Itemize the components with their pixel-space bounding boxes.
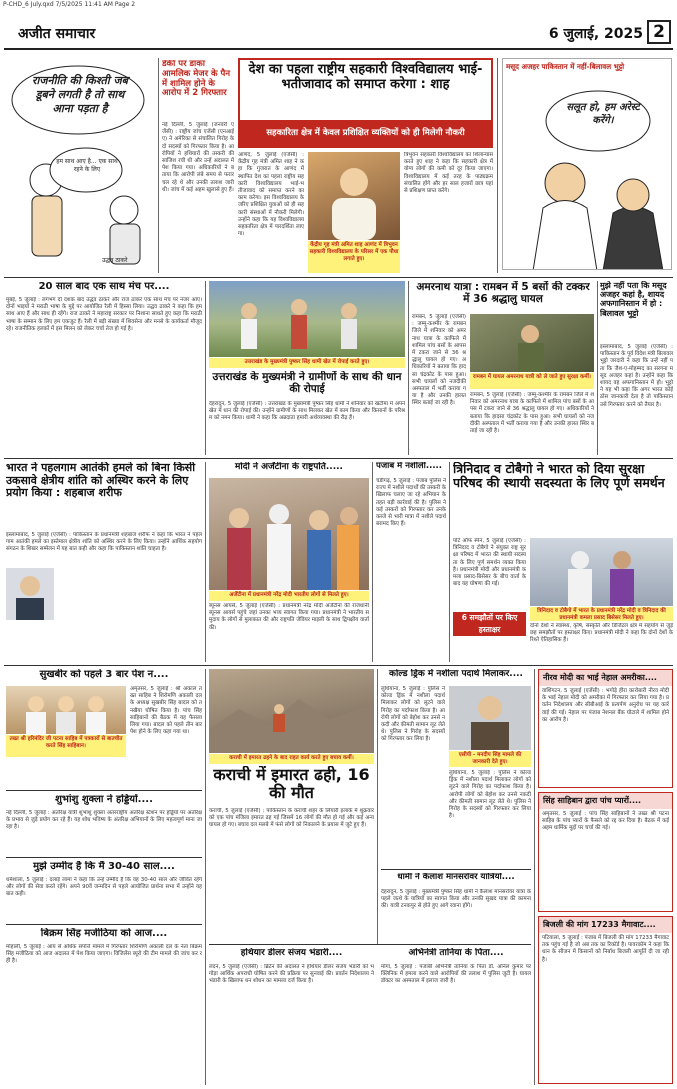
amarnath-body-left: रामबन, 5 जुलाई (एजेंसी) : जम्मू-कश्मीर के रामबन जिले में शनिवार को अमरनाथ यात्रा के काफिले में शामिल पांच बसों के आपस में टकरा जाने से 36 श्रद्धालु घायल हो गए। अधिकारियों ने बताया कि हादसा चंद्रकोट के पास हुआ। सभी घायलों को नजदीकी अस्पताल में भर्ती कराया गया है और उनकी हालत स्थिर बताई जा रही है। xyxy=(412,314,466,407)
drug-headline: कोल्ड ड्रिंक में नशीला पदार्थ मिलाकर.... xyxy=(389,669,523,679)
punjab-body: चंडीगढ़, 5 जुलाई : पंजाब पुलिस ने राज्य में नशीले पदार्थों की तस्करी के खिलाफ चलाए जा रहे अभियान के तहत बड़ी कार्रवाई की है। पुलिस ने कई तस्करों को गिरफ्तार कर उनके कब्जे से भारी मात्रा में नशीले पदार्थ बरामद किए हैं। xyxy=(376,478,446,528)
pdf-header-bar: P-CHD_6 July.qxd 7/5/2025 11:41 AM Page 2 xyxy=(3,1,136,8)
issue-date: 6 जुलाई, 2025 xyxy=(548,26,643,42)
nirav-body: वाशिंगटन, 5 जुलाई (एजेंसी) : भगोड़े हीरा कारोबारी नीरव मोदी के भाई नेहाल मोदी को अमरीका में गिरफ्तार कर लिया गया है। प्रवर्तन निदेशालय और सीबीआई के प्रत्यर्पण अनुरोध पर यह कार्रवाई की गई। नेहाल पर पंजाब नेशनल बैंक घोटाले में शामिल होने का आरोप है। xyxy=(542,688,669,723)
column-rule xyxy=(597,281,598,455)
dhami-headline: उत्तराखंड के मुख्यमंत्री ने ग्रामीणों के साथ की धान की रोपाई xyxy=(212,371,402,396)
trinidad-caption: त्रिनिदाद व टोबैगो में भारत के प्रधानमंत्री नरेंद्र मोदी व त्रिनिदाद की प्रधानमंत्री कमला प्रसाद बिसेसर मिलते हुए। xyxy=(530,607,673,621)
section-divider xyxy=(209,944,531,945)
trinidad-headline: त्रिनिदाद व टोबैगो ने भारत को दिया सुरक्षा परिषद की स्थायी सदस्यता के लिए पूर्ण समर्थन xyxy=(453,462,665,491)
amarnath-body-right: रामबन, 5 जुलाई (एजेंसी) : जम्मू-कश्मीर के रामबन जिले में शनिवार को अमरनाथ यात्रा के काफिले में शामिल पांच बसों के आपस में टकरा जाने से 36 श्रद्धालु घायल हो गए। अधिकारियों ने बताया कि हादसा चंद्रकोट के पास हुआ। सभी घायलों को नजदीकी अस्पताल में भर्ती कराया गया है और उनकी हालत स्थिर बताई जा रही है। xyxy=(470,392,594,435)
drug-body-right: लुधियाना, 5 जुलाई : पुलिस ने कोल्ड ड्रिंक में नशीला पदार्थ मिलाकर लोगों को लूटने वाले गिरोह का पर्दाफाश किया है। आरोपी लोगों को बेहोश कर उनसे नकदी और कीमती सामान लूट लेते थे। पुलिस ने गिरोह के सदस्यों को गिरफ्तार कर लिया है। xyxy=(449,770,531,820)
person-photo-icon xyxy=(308,152,400,240)
nirav-headline: नीरव मोदी का भाई नेहाल अमरीका.... xyxy=(539,670,672,686)
kailash-body: देहरादून, 5 जुलाई : मुख्यमंत्री पुष्कर सिंह धामी ने कैलाश मानसरोवर यात्रा के पहले जत्थे के यात्रियों का स्वागत किया और उनकी सुखद यात्रा की कामना की। यात्री टनकपुर से होते हुए आगे रवाना होंगे। xyxy=(381,889,531,910)
modi-arg-photo xyxy=(209,478,369,590)
trinidad-photo xyxy=(530,538,673,606)
sukhbir-headline: सुखबीर को पहले 3 बार पेश न.... xyxy=(39,669,169,680)
section-divider xyxy=(4,458,673,459)
nirav-box xyxy=(538,669,673,788)
brief-divider xyxy=(6,790,202,791)
trinidad-body2: दोनों देशों ने स्वास्थ्य, कृषि, संस्कृति और डिजिटल क्षेत्र में सहयोग से जुड़े छह समझौतों पर हस्ताक्षर किए। प्रधानमंत्री मोदी ने कहा कि दोनों देशों के रिश्ते ऐतिहासिक हैं। xyxy=(530,623,673,644)
rubble-photo-icon xyxy=(209,669,374,753)
column-rule xyxy=(497,58,498,273)
amarnath-caption: रामबन में घायल अमरनाथ यात्री को ले जाते हुए सुरक्षा कर्मी। xyxy=(470,373,594,389)
mausam-body: धर्मशाला, 5 जुलाई : दलाई लामा ने कहा कि उन्हें उम्मीद है कि वह 30-40 साल और जीवित रहेंगे और लोगों की सेवा करते रहेंगे। अपने 90वें जन्मदिन से पहले आयोजित प्रार्थना सभा में उन्होंने यह बात कही। xyxy=(6,877,202,898)
amarnath-photo xyxy=(470,314,594,372)
headline: डेंकी पर डाका आमलिक मेजर के पैन में शामिल होने के आरोप में 2 गिरफ्तार xyxy=(162,60,231,99)
power-box xyxy=(538,916,673,1084)
karachi-caption: कराची में इमारत ढहने के बाद राहत कार्य करते हुए बचाव कर्मी। xyxy=(209,754,374,764)
column-rule xyxy=(205,462,206,662)
punjab-headline: पंजाब में नशीली..... xyxy=(376,462,443,471)
person-photo-icon xyxy=(470,314,594,372)
brief-divider xyxy=(6,924,202,925)
sahib-box xyxy=(538,792,673,912)
drug-caption: एसीपी - मनदीप सिंह मामले की जानकारी देते हुए। xyxy=(449,751,531,767)
section-divider xyxy=(4,665,673,666)
people-photo-icon xyxy=(530,538,673,606)
drug-body: लुधियाना, 5 जुलाई : पुलिस ने कोल्ड ड्रिंक में नशीला पदार्थ मिलाकर लोगों को लूटने वाले गिरोह का पर्दाफाश किया है। आरोपी लोगों को बेहोश कर उनसे नकदी और कीमती सामान लूट लेते थे। पुलिस ने गिरोह के सदस्यों को गिरफ्तार कर लिया है। xyxy=(381,686,445,743)
lead-headline: देश का पहला राष्ट्रीय सहकारी विश्वविद्यालय भाई-भतीजावाद को समाप्त करेगा : शाह xyxy=(248,62,483,92)
bikram-body: मोहाली, 5 जुलाई : आय से अधिक संपत्ति मामले में गिरफ्तार शिरोमणि अकाली दल के नेता बिक्रम सिंह मजीठिया को आज अदालत में पेश किया जाएगा। विजिलेंस ब्यूरो की टीम मामले की जांच कर रही है। xyxy=(6,944,202,965)
modi-arg-caption: अर्जेंटीना में प्रधानमंत्री नरेंद्र मोदी भारतीय लोगों से मिलते हुए। xyxy=(209,591,369,601)
drug-photo xyxy=(449,686,531,750)
dhami-photo xyxy=(209,281,405,357)
shahbaz-headline: भारत ने पहलगाम आतंकी हमले को बिना किसी उकसावे क्षेत्रीय शांति को अस्थिर करने के लिए प्रयोग किया : शहबाज शरीफ xyxy=(6,462,196,500)
shubhanshu-body: नई दिल्ली, 5 जुलाई : अंतरिक्ष यात्री शुभांशु शुक्ला अंतरराष्ट्रीय अंतरिक्ष स्टेशन पर हड्डियों पर अंतरिक्ष के प्रभाव से जुड़े प्रयोग कर रहे हैं। यह शोध भविष्य के अंतरिक्ष अभियानों के लिए महत्वपूर्ण माना जा रहा है। xyxy=(6,810,202,831)
crowd-photo-icon xyxy=(209,478,369,590)
dhami-body: देहरादून, 5 जुलाई (एजेंसी) : उत्तराखंड के मुख्यमंत्री पुष्कर सिंह धामी ने शनिवार को खटीमा में अपने खेत में धान की रोपाई की। उन्होंने ग्रामीणों के साथ मिलकर खेत में काम किया और किसानों के परिश्रम को नमन किया। धामी ने कहा कि अन्नदाता हमारी अर्थव्यवस्था की रीढ़ हैं। xyxy=(209,401,405,422)
trinidad-subhead: 6 समझौतों पर किए हस्ताक्षर xyxy=(453,612,526,636)
people-photo-icon xyxy=(6,686,126,734)
shahbaz-body: इस्लामाबाद, 5 जुलाई (एजेंसी) : पाकिस्तान के प्रधानमंत्री शहबाज शरीफ ने कहा कि भारत ने पहलगाम आतंकी हमले का इस्तेमाल क्षेत्रीय शांति को अस्थिर करने के लिए किया। उन्होंने आर्थिक सहयोग संगठन के शिखर सम्मेलन में यह बात कही और कहा कि पाकिस्तान शांति चाहता है। xyxy=(6,532,202,553)
person-photo-icon xyxy=(449,686,531,750)
headline: 20 साल बाद एक साथ मंच पर.... xyxy=(38,281,170,292)
column-rule xyxy=(372,462,373,662)
article-body: नई दिल्ली, 5 जुलाई (जनवरी एजेंसी) : राष्ट्रीय जांच एजेंसी (एनआईए) ने अमेरिका से संचालित गिरोह के दो सदस्यों को गिरफ्तार किया है। आरोपियों ने हथियारों की तस्करी की साजिश रची थी और उन्हें अदालत में पेश किया गया। अधिकारियों ने बताया कि आरोपी लंबे समय से फरार चल रहे थे और उनकी तलाश जारी थी। जांच में कई अहम खुलासे हुए हैं। xyxy=(162,122,234,193)
brief-divider xyxy=(6,857,202,858)
column-rule xyxy=(205,281,206,455)
sukhbir-caption: तख्त श्री हरिमंदिर जी पटना साहिब में पत्रकारों से बातचीत करते सिंह साहिबान। xyxy=(6,735,126,757)
bhutto-headline: मुझे नहीं पता कि मसूद अजहर कहां है, शायद अफगानिस्तान में हो : बिलावल भुट्टो xyxy=(600,281,667,318)
lead-headline-box xyxy=(238,58,493,148)
karachi-headline: कराची में इमारत ढही, 16 की मौत xyxy=(213,766,370,803)
people-photo-icon xyxy=(209,281,405,357)
article-body: मुंबई, 5 जुलाई : लगभग दो दशक बाद उद्धव ठाकरे और राज ठाकरे एक साथ मंच पर नजर आए। दोनों भाइयों ने मराठी भाषा के मुद्दे पर आयोजित रैली में हिस्सा लिया। उद्धव ठाकरे ने कहा कि हम साथ आए हैं और साथ ही रहेंगे। राज ठाकरे ने महाराष्ट्र सरकार पर निशाना साधते हुए कहा कि मराठी भाषा के सम्मान के लिए हम एकजुट हैं। रैली में बड़ी संख्या में शिवसेना और मनसे के कार्यकर्ता मौजूद रहे। राजनीतिक हलकों में इस मिलन को लेकर चर्चा तेज हो गई है। xyxy=(6,297,202,332)
page-number: 2 xyxy=(647,20,671,44)
column-rule xyxy=(158,58,159,273)
tania-body: मोगा, 5 जुलाई : पंजाबी अभिनेत्री तानिया के पिता डॉ. अनिल कुमार पर क्लिनिक में हमला करने वाले आरोपियों की तलाश में पुलिस जुटी है। घायल डॉक्टर का अस्पताल में इलाज जारी है। xyxy=(381,964,531,985)
cartoon-credit: उद्धव ठाकरे xyxy=(102,257,128,264)
sukhbir-body: अमृतसर, 5 जुलाई : श्री अकाल तख्त साहिब ने शिरोमणि अकाली दल के अध्यक्ष सुखबीर सिंह बादल को तनखैया घोषित किया है। पांच सिंह साहिबानों की बैठक में यह फैसला लिया गया। बादल को पहले तीन बार पेश होने के लिए कहा गया था। xyxy=(130,686,202,736)
cartoon-masood xyxy=(502,58,672,270)
brief-arrest xyxy=(162,60,234,275)
modi-arg-headline: मोदी ने अर्जेंटीना के राष्ट्रपति..... xyxy=(235,462,343,472)
bhutto-body: इस्लामाबाद, 5 जुलाई (एजेंसी) : पाकिस्तान के पूर्व विदेश मंत्री बिलावल भुट्टो जरदारी ने कहा कि उन्हें नहीं पता कि जैश-ए-मोहम्मद का सरगना मसूद अजहर कहां है। उन्होंने कहा कि शायद वह अफगानिस्तान में हो। भुट्टो ने यह भी कहा कि अगर भारत कोई ठोस जानकारी देता है तो पाकिस्तान उसे गिरफ्तार करने को तैयार है। xyxy=(600,344,673,408)
section-divider xyxy=(4,277,673,278)
kailash-headline: धामी ने कैलाश मानसरोवर यात्रियों.... xyxy=(397,873,515,882)
sukhbir-photo xyxy=(6,686,126,734)
column-rule xyxy=(534,669,535,1085)
power-body: पटियाला, 5 जुलाई : पंजाब में बिजली की मांग 17233 मैगावाट तक पहुंच गई है जो अब तक का रिकॉर्ड है। पावरकॉम ने कहा कि धान के सीजन में किसानों को निर्बाध बिजली आपूर्ति दी जा रही है। xyxy=(542,935,669,963)
cartoon-caption: मसूद अजहर पाकिस्तान में नहीं-बिलावल भुट्टो xyxy=(506,62,625,71)
modi-arg-body: ब्यूनस आयर्स, 5 जुलाई (एजेंसी) : प्रधानमंत्री नरेंद्र मोदी अर्जेंटीना की राजधानी ब्यूनस आयर्स पहुंचे जहां उनका भव्य स्वागत किया गया। प्रधानमंत्री ने भारतीय समुदाय के लोगों से मुलाकात की और राष्ट्रपति जेवियर माइली के साथ द्विपक्षीय वार्ता की। xyxy=(209,603,369,631)
dhami-caption: उत्तराखंड के मुख्यमंत्री पुष्कर सिंह धामी खेत में रोपाई करते हुए। xyxy=(209,358,405,368)
column-rule xyxy=(408,281,409,455)
amarnath-headline: अमरनाथ यात्रा : रामबन में 5 बसों की टक्कर में 36 श्रद्धालु घायल xyxy=(416,281,590,306)
cartoon-politics xyxy=(6,60,156,270)
sahib-headline: सिंह साहिबान द्वारा पांच प्यारों.... xyxy=(539,793,672,809)
lead-body-right: त्रिभुवन सहकारी विश्वविद्यालय का शिलान्यास करते हुए शाह ने कहा कि सहकारी क्षेत्र में योग्य लोगों की कमी को दूर किया जाएगा। विश्वविद्यालय में कई तरह के पाठ्यक्रम संचालित होंगे और हर साल हजारों छात्र यहां से प्रशिक्षण प्राप्त करेंगे। xyxy=(404,152,493,195)
weapons-body: लंदन, 5 जुलाई (एजेंसी) : ब्रिटेन की अदालत ने हथियार डीलर संजय भंडारी को भगोड़ा आर्थिक अपराधी घोषित करने की प्रक्रिया पर सुनवाई की। प्रवर्तन निदेशालय ने भंडारी के खिलाफ धन शोधन का मामला दर्ज किया है। xyxy=(209,964,374,985)
column-rule xyxy=(449,462,450,662)
lead-photo-caption: केंद्रीय गृह मंत्री अमित शाह आणंद में त्रिभुवन सहकारी विश्वविद्यालय के परिसर में एक पौधा लगाते हुए। xyxy=(308,241,400,273)
shubhanshu-headline: शुभांशु शुक्ला ने हड्डियों.... xyxy=(55,794,153,805)
trinidad-body: पोर्ट ऑफ स्पेन, 5 जुलाई (एजेंसी) : त्रिनिदाद व टोबैगो ने संयुक्त राष्ट्र सुरक्षा परिषद में भारत की स्थायी सदस्यता के लिए पूर्ण समर्थन व्यक्त किया है। प्रधानमंत्री मोदी और प्रधानमंत्री कमला प्रसाद-बिसेसर के बीच वार्ता के बाद यह घोषणा की गई। xyxy=(453,538,526,588)
lead-subhead: सहकारिता क्षेत्र में केवल प्रशिक्षित व्यक्तियों को ही मिलेगी नौकरी xyxy=(240,120,491,146)
newspaper-name: अजीत समाचार xyxy=(18,26,96,42)
column-rule xyxy=(205,669,206,1085)
lead-photo xyxy=(308,152,400,240)
tania-headline: अभिनेत्री तानिया के पिता.... xyxy=(408,948,504,958)
power-headline: बिजली की मांग 17233 मैगावाट.... xyxy=(539,917,672,933)
cartoon-bubble-text: राजनीति की किश्ती जब डूबने लगती है तो साथ आना पड़ता है xyxy=(32,74,128,115)
weapons-headline: हथियार डीलर संजय भंडारी.... xyxy=(240,948,343,958)
karachi-photo xyxy=(209,669,374,753)
brief-divider xyxy=(381,869,531,870)
cartoon-bubble-text: सलूत हो, हम अरेस्ट करेंगे। xyxy=(566,102,640,126)
masthead xyxy=(4,14,673,50)
cartoon-bubble2-text: हम साथ आए है... एक साथ रहने के लिए xyxy=(56,158,118,173)
karachi-body: कराची, 5 जुलाई (एजेंसी) : पाकिस्तान के कराची शहर के लियारी इलाके में शुक्रवार को एक पांच मंजिला इमारत ढह गई जिसमें 16 लोगों की मौत हो गई और कई अन्य घायल हो गए। बचाव दल मलबे में फंसे लोगों को निकालने के प्रयास में जुटे हुए हैं। xyxy=(209,808,374,829)
lead-body-left: आणंद, 5 जुलाई (एजेंसी) : केंद्रीय गृह मंत्री अमित शाह ने कहा कि गुजरात के आणंद में स्थापित देश का पहला राष्ट्रीय सहकारी विश्वविद्यालय भाई-भतीजावाद को समाप्त करने का काम करेगा। इस विश्वविद्यालय के जरिए प्रशिक्षित युवाओं को ही सहकारी संस्थाओं में नौकरी मिलेगी। उन्होंने कहा कि यह विश्वविद्यालय सहकारिता क्षेत्र में पारदर्शिता लाएगा। xyxy=(238,152,304,238)
mausam-headline: मुझे उम्मीद है कि मैं 30-40 साल.... xyxy=(33,861,175,872)
column-rule xyxy=(377,669,378,944)
brief-thackeray xyxy=(6,281,202,454)
sahib-body: अमृतसर, 5 जुलाई : पांच सिंह साहिबानों ने तख्त श्री पटना साहिब के पांच प्यारों के फैसले को रद्द कर दिया है। बैठक में कई अहम धार्मिक मुद्दों पर चर्चा की गई। xyxy=(542,811,669,832)
bikram-headline: बिक्रम सिंह मजीठिया को आज.... xyxy=(40,928,168,939)
